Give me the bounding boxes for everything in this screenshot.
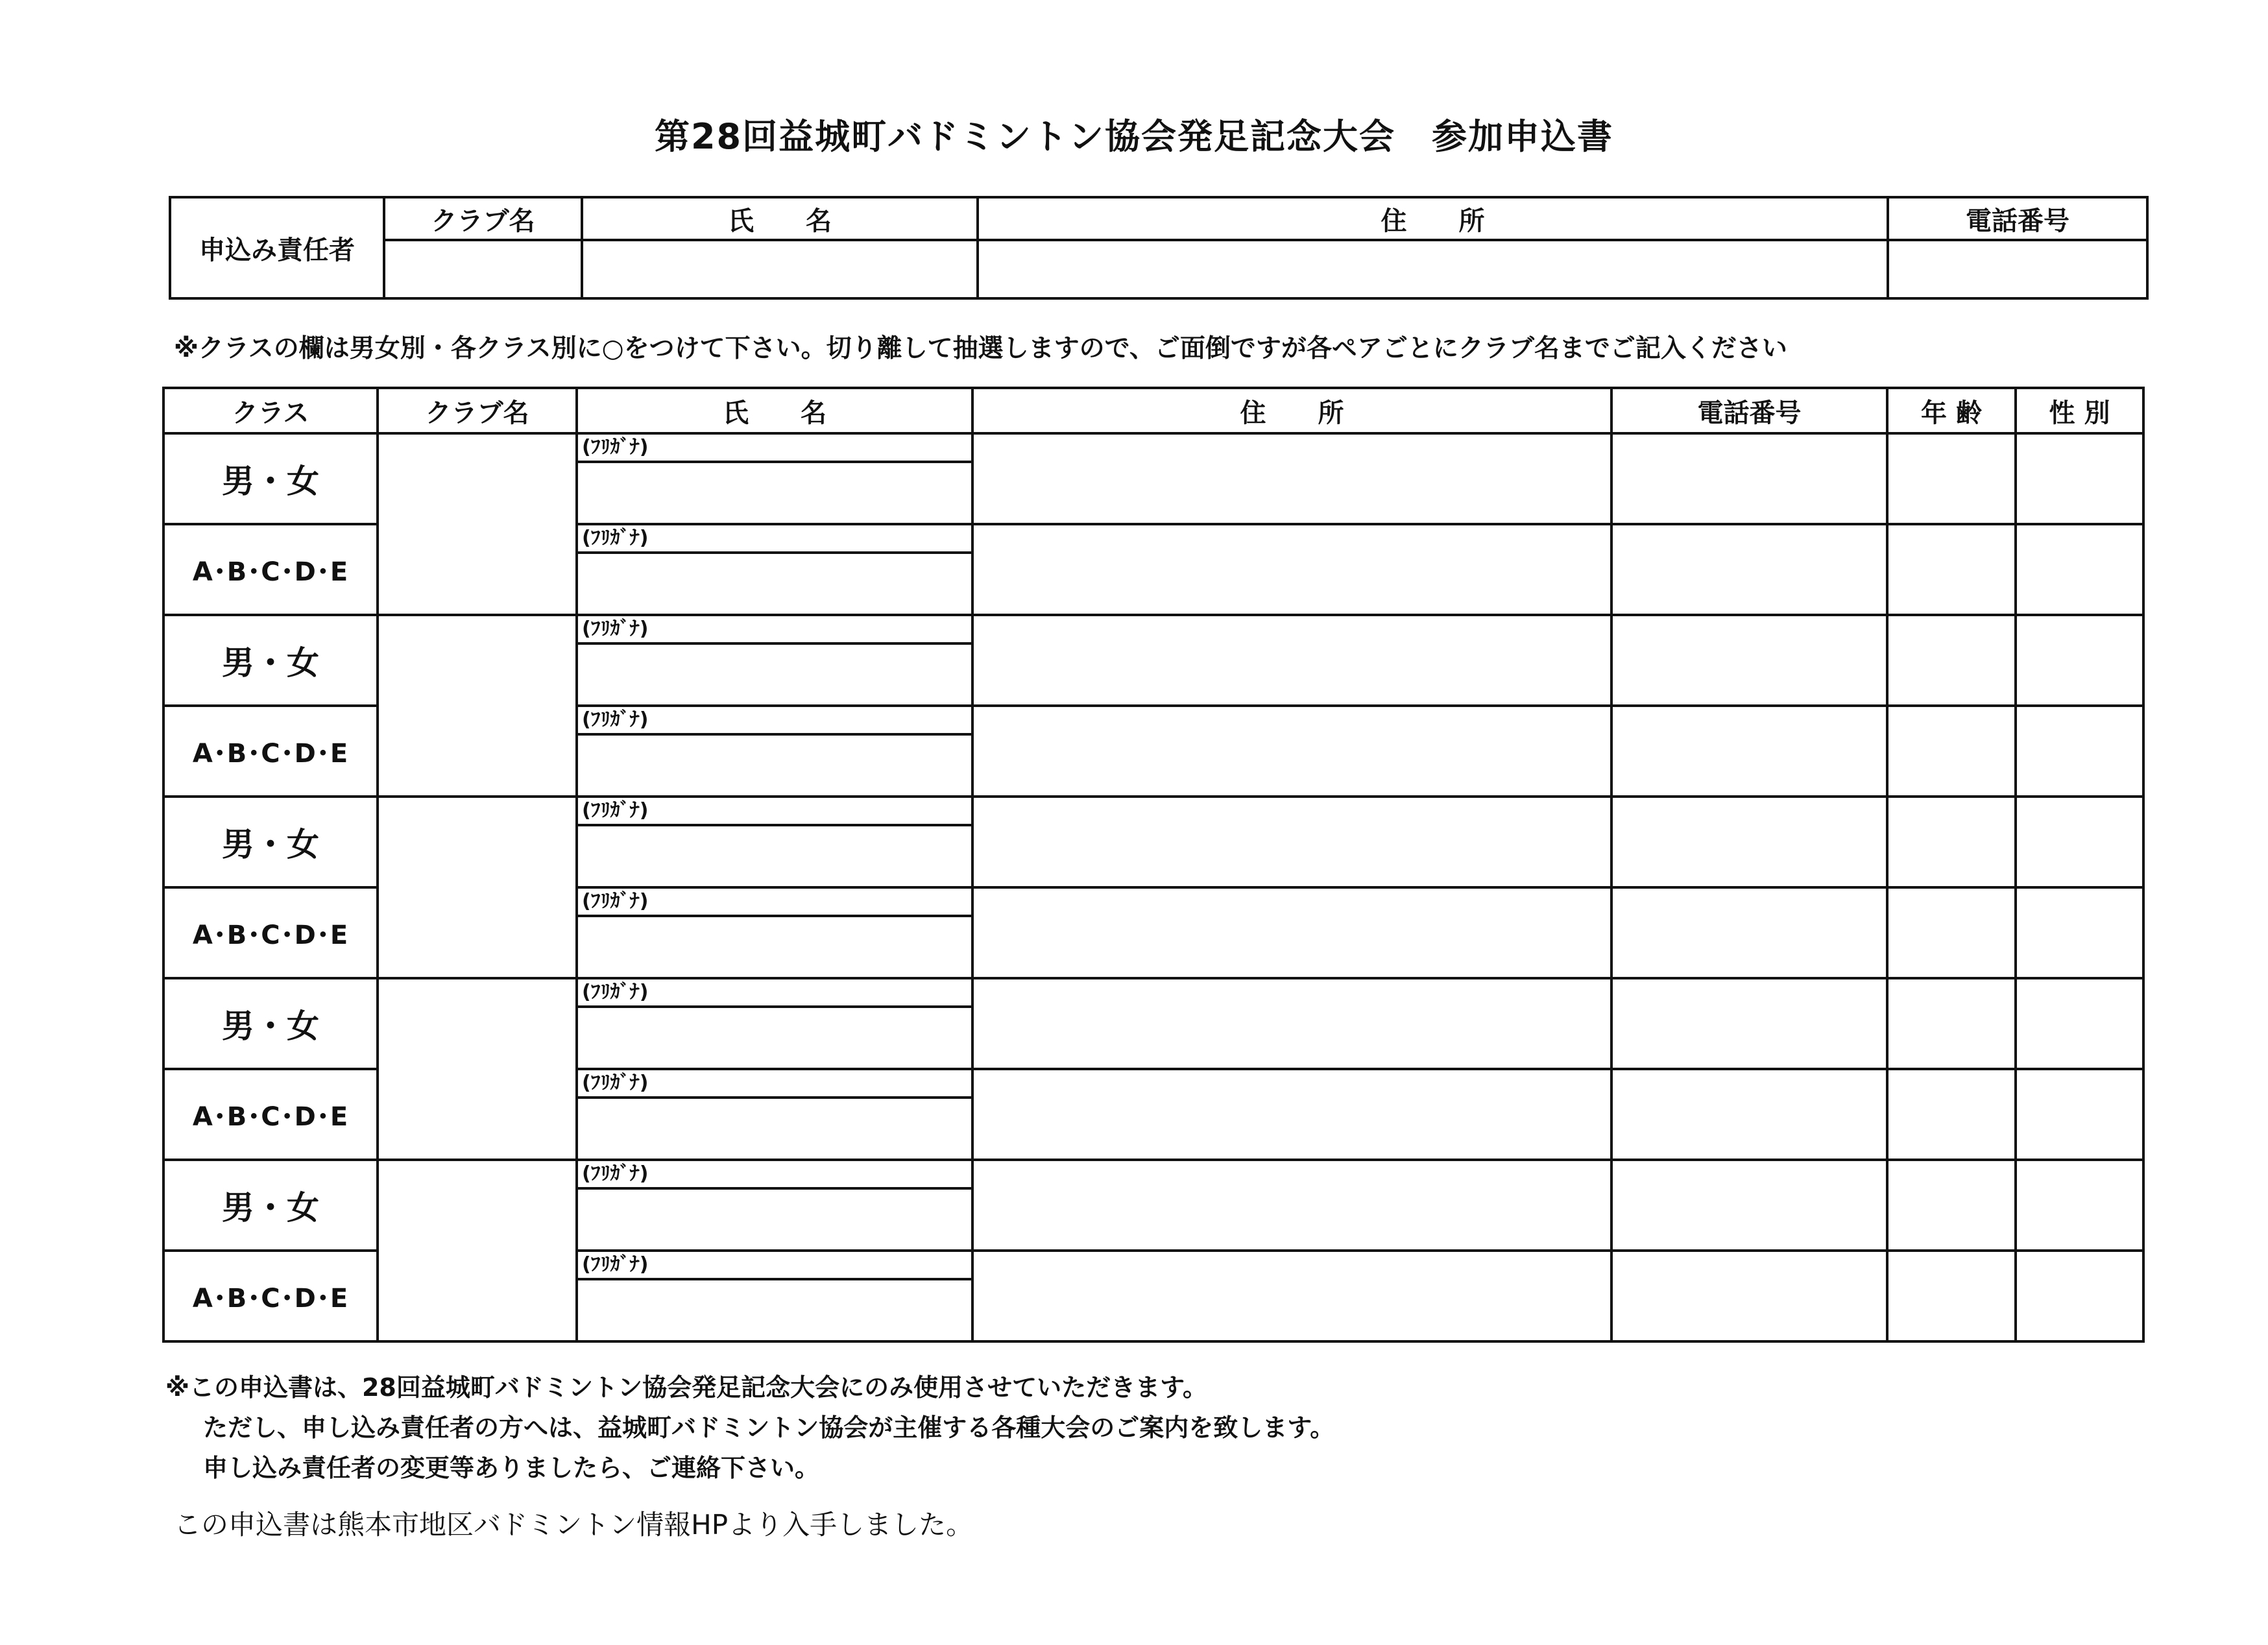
header-club: クラブ名 [378,388,577,433]
sex-field[interactable] [2016,524,2143,615]
name-field[interactable] [577,1007,972,1069]
class-gender-option[interactable]: 男・女 [163,615,378,706]
participant-row [163,433,2143,462]
participant-row [163,978,2143,1007]
name-field[interactable] [577,1098,972,1160]
furigana-label: (ﾌﾘｶﾞﾅ) [577,524,972,553]
sex-field[interactable] [2016,1251,2143,1341]
furigana-label: (ﾌﾘｶﾞﾅ) [577,615,972,643]
age-field[interactable] [1887,887,2016,978]
sex-field[interactable] [2016,797,2143,887]
sex-field[interactable] [2016,887,2143,978]
age-field[interactable] [1887,1069,2016,1160]
class-gender-option[interactable]: 男・女 [163,1160,378,1251]
header-sex: 性 別 [2016,388,2143,433]
sex-field[interactable] [2016,978,2143,1069]
header-phone: 電話番号 [1611,388,1887,433]
address-field[interactable] [972,1251,1611,1341]
phone-field[interactable] [1611,1160,1887,1251]
participant-row [163,615,2143,643]
name-field[interactable] [577,1279,972,1341]
responsible-person-table [169,196,2149,300]
class-grade-option[interactable]: A･B･C･D･E [163,1251,378,1341]
address-field[interactable] [972,797,1611,887]
furigana-label: (ﾌﾘｶﾞﾅ) [577,978,972,1007]
header-name: 氏 名 [577,388,972,433]
header-address: 住 所 [972,388,1611,433]
age-field[interactable] [1887,433,2016,524]
class-grade-option[interactable]: A･B･C･D･E [163,706,378,797]
name-field[interactable] [577,462,972,524]
furigana-label: (ﾌﾘｶﾞﾅ) [577,1251,972,1279]
sex-field[interactable] [2016,706,2143,797]
furigana-label: (ﾌﾘｶﾞﾅ) [577,887,972,916]
pair-club-field[interactable] [378,615,577,797]
name-field[interactable] [577,734,972,797]
class-gender-option[interactable]: 男・女 [163,978,378,1069]
age-field[interactable] [1887,615,2016,706]
header-class: クラス [163,388,378,433]
sex-field[interactable] [2016,1160,2143,1251]
class-gender-option[interactable]: 男・女 [163,797,378,887]
pair-club-field[interactable] [378,797,577,978]
age-field[interactable] [1887,1160,2016,1251]
age-field[interactable] [1887,524,2016,615]
resp-club-field[interactable] [384,240,582,298]
page-title: 第28回益城町バドミントン協会発足記念大会 参加申込書 [654,116,1614,157]
address-field[interactable] [972,615,1611,706]
age-field[interactable] [1887,706,2016,797]
age-field[interactable] [1887,978,2016,1069]
class-grade-option[interactable]: A･B･C･D･E [163,524,378,615]
age-field[interactable] [1887,797,2016,887]
phone-field[interactable] [1611,797,1887,887]
footnote-line-3: 申し込み責任者の変更等ありましたら、ご連絡下さい。 [203,1454,820,1482]
address-field[interactable] [972,1160,1611,1251]
pair-club-field[interactable] [378,1160,577,1341]
phone-field[interactable] [1611,1069,1887,1160]
address-field[interactable] [972,433,1611,524]
participant-row [163,797,2143,825]
phone-field[interactable] [1611,887,1887,978]
address-field[interactable] [972,978,1611,1069]
resp-header-name: 氏 名 [582,197,978,240]
footnote-line-1: ※この申込書は、28回益城町バドミントン協会発足記念大会にのみ使用させていただきます。 [165,1373,1208,1402]
header-age: 年 齢 [1887,388,2016,433]
furigana-label: (ﾌﾘｶﾞﾅ) [577,797,972,825]
participant-row [163,1160,2143,1188]
responsible-label: 申込み責任者 [170,197,384,298]
source-note: この申込書は熊本市地区バドミントン情報HPより入手しました。 [174,1509,974,1541]
phone-field[interactable] [1611,706,1887,797]
name-field[interactable] [577,916,972,978]
furigana-label: (ﾌﾘｶﾞﾅ) [577,1160,972,1188]
name-field[interactable] [577,553,972,615]
resp-header-address: 住 所 [978,197,1888,240]
address-field[interactable] [972,524,1611,615]
phone-field[interactable] [1611,978,1887,1069]
class-instruction-note: ※クラスの欄は男女別・各クラス別に○をつけて下さい。切り離して抽選しますので、ご面倒ですが各ペアごとにクラブ名までご記入ください [174,334,1787,363]
resp-address-field[interactable] [978,240,1888,298]
class-grade-option[interactable]: A･B･C･D･E [163,1069,378,1160]
name-field[interactable] [577,825,972,887]
furigana-label: (ﾌﾘｶﾞﾅ) [577,433,972,462]
name-field[interactable] [577,1188,972,1251]
address-field[interactable] [972,1069,1611,1160]
usage-footnote [165,1367,1334,1488]
class-gender-option[interactable]: 男・女 [163,433,378,524]
sex-field[interactable] [2016,1069,2143,1160]
address-field[interactable] [972,887,1611,978]
class-grade-option[interactable]: A･B･C･D･E [163,887,378,978]
phone-field[interactable] [1611,1251,1887,1341]
resp-name-field[interactable] [582,240,978,298]
address-field[interactable] [972,706,1611,797]
phone-field[interactable] [1611,615,1887,706]
phone-field[interactable] [1611,524,1887,615]
furigana-label: (ﾌﾘｶﾞﾅ) [577,706,972,734]
phone-field[interactable] [1611,433,1887,524]
resp-header-phone: 電話番号 [1888,197,2147,240]
pair-club-field[interactable] [378,978,577,1160]
resp-header-club: クラブ名 [384,197,582,240]
age-field[interactable] [1887,1251,2016,1341]
name-field[interactable] [577,643,972,706]
resp-phone-field[interactable] [1888,240,2147,298]
sex-field[interactable] [2016,615,2143,706]
footnote-line-2: ただし、申し込み責任者の方へは、益城町バドミントン協会が主催する各種大会のご案内を致します。 [203,1413,1335,1442]
furigana-label: (ﾌﾘｶﾞﾅ) [577,1069,972,1098]
participants-table [162,387,2145,1343]
pair-club-field[interactable] [378,433,577,615]
sex-field[interactable] [2016,433,2143,524]
